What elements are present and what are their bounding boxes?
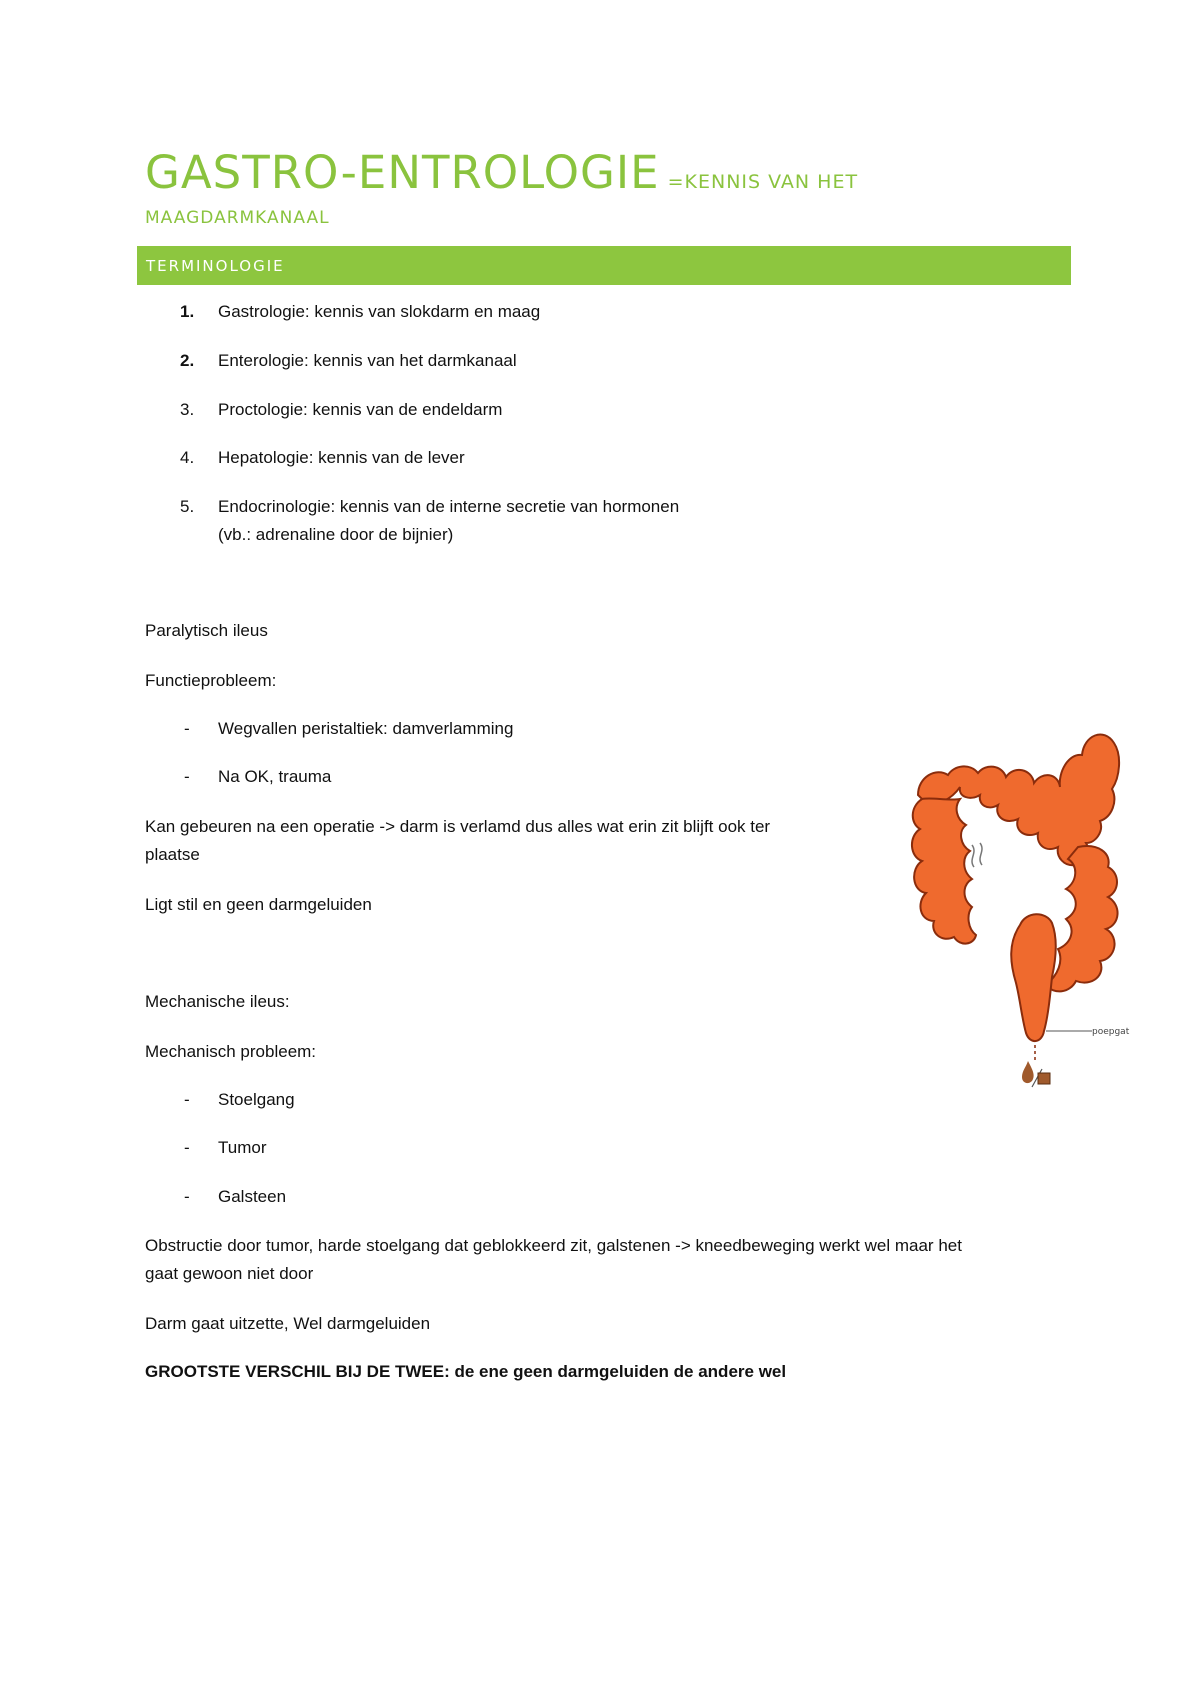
paralytic-heading: Paralytisch ileus	[145, 621, 268, 640]
stool-drop-icon	[1022, 1061, 1034, 1083]
paragraph: Darm gaat uitzette, Wel darmgeluiden	[145, 1314, 431, 1333]
mechanical-subheading: Mechanisch probleem:	[145, 1042, 317, 1061]
list-number: 4.	[180, 448, 195, 467]
colon-illustration	[908, 707, 1130, 1091]
title-main: GASTRO-ENTROLOGIE	[145, 146, 660, 199]
anus-label: poepgat	[1092, 1027, 1130, 1037]
bullet-item: Na OK, trauma	[218, 767, 332, 786]
document-title	[145, 146, 858, 199]
bullet-dash: -	[184, 1090, 190, 1109]
paragraph: Ligt stil en geen darmgeluiden	[145, 895, 372, 914]
bullet-dash: -	[184, 1138, 190, 1157]
paralytic-subheading: Functieprobleem:	[145, 671, 277, 690]
list-number: 1.	[180, 302, 195, 321]
bullet-item: Stoelgang	[218, 1090, 295, 1109]
title-subtitle-continued: MAAGDARMKANAAL	[145, 208, 330, 228]
bullet-dash: -	[184, 719, 190, 738]
stool-block-icon	[1038, 1073, 1050, 1084]
title-subtitle: =KENNIS VAN HET	[667, 171, 859, 193]
list-number: 2.	[180, 351, 195, 370]
list-item-continued: (vb.: adrenaline door de bijnier)	[218, 525, 454, 544]
list-number: 5.	[180, 497, 195, 516]
list-number: 3.	[180, 400, 195, 419]
paragraph: Kan gebeuren na een operatie -> darm is verlamd dus alles wat erin zit blijft ook ter	[145, 817, 771, 836]
list-item: Gastrologie: kennis van slokdarm en maag	[218, 302, 541, 321]
paragraph: Obstructie door tumor, harde stoelgang dat geblokkeerd zit, galstenen -> kneedbeweging werkt wel maar het	[145, 1236, 962, 1255]
section-heading-bar	[137, 246, 1071, 285]
mechanical-heading: Mechanische ileus:	[145, 992, 290, 1011]
gas-squiggle	[980, 843, 982, 865]
bullet-item: Galsteen	[218, 1187, 287, 1206]
list-item: Enterologie: kennis van het darmkanaal	[218, 351, 517, 370]
bullet-item: Tumor	[218, 1138, 267, 1157]
paragraph-continued: gaat gewoon niet door	[145, 1264, 314, 1283]
list-item: Endocrinologie: kennis van de interne secretie van hormonen	[218, 497, 680, 516]
bullet-dash: -	[184, 767, 190, 786]
section-heading: TERMINOLOGIE	[146, 257, 285, 275]
list-item: Proctologie: kennis van de endeldarm	[218, 400, 503, 419]
bullet-dash: -	[184, 1187, 190, 1206]
list-item: Hepatologie: kennis van de lever	[218, 448, 465, 467]
paragraph-emphasis: GROOTSTE VERSCHIL BIJ DE TWEE: de ene geen darmgeluiden de andere wel	[145, 1362, 787, 1381]
gas-squiggle	[972, 845, 974, 867]
bullet-item: Wegvallen peristaltiek: damverlamming	[218, 719, 514, 738]
colon-shape	[912, 734, 1119, 1041]
paragraph-continued: plaatse	[145, 845, 200, 864]
